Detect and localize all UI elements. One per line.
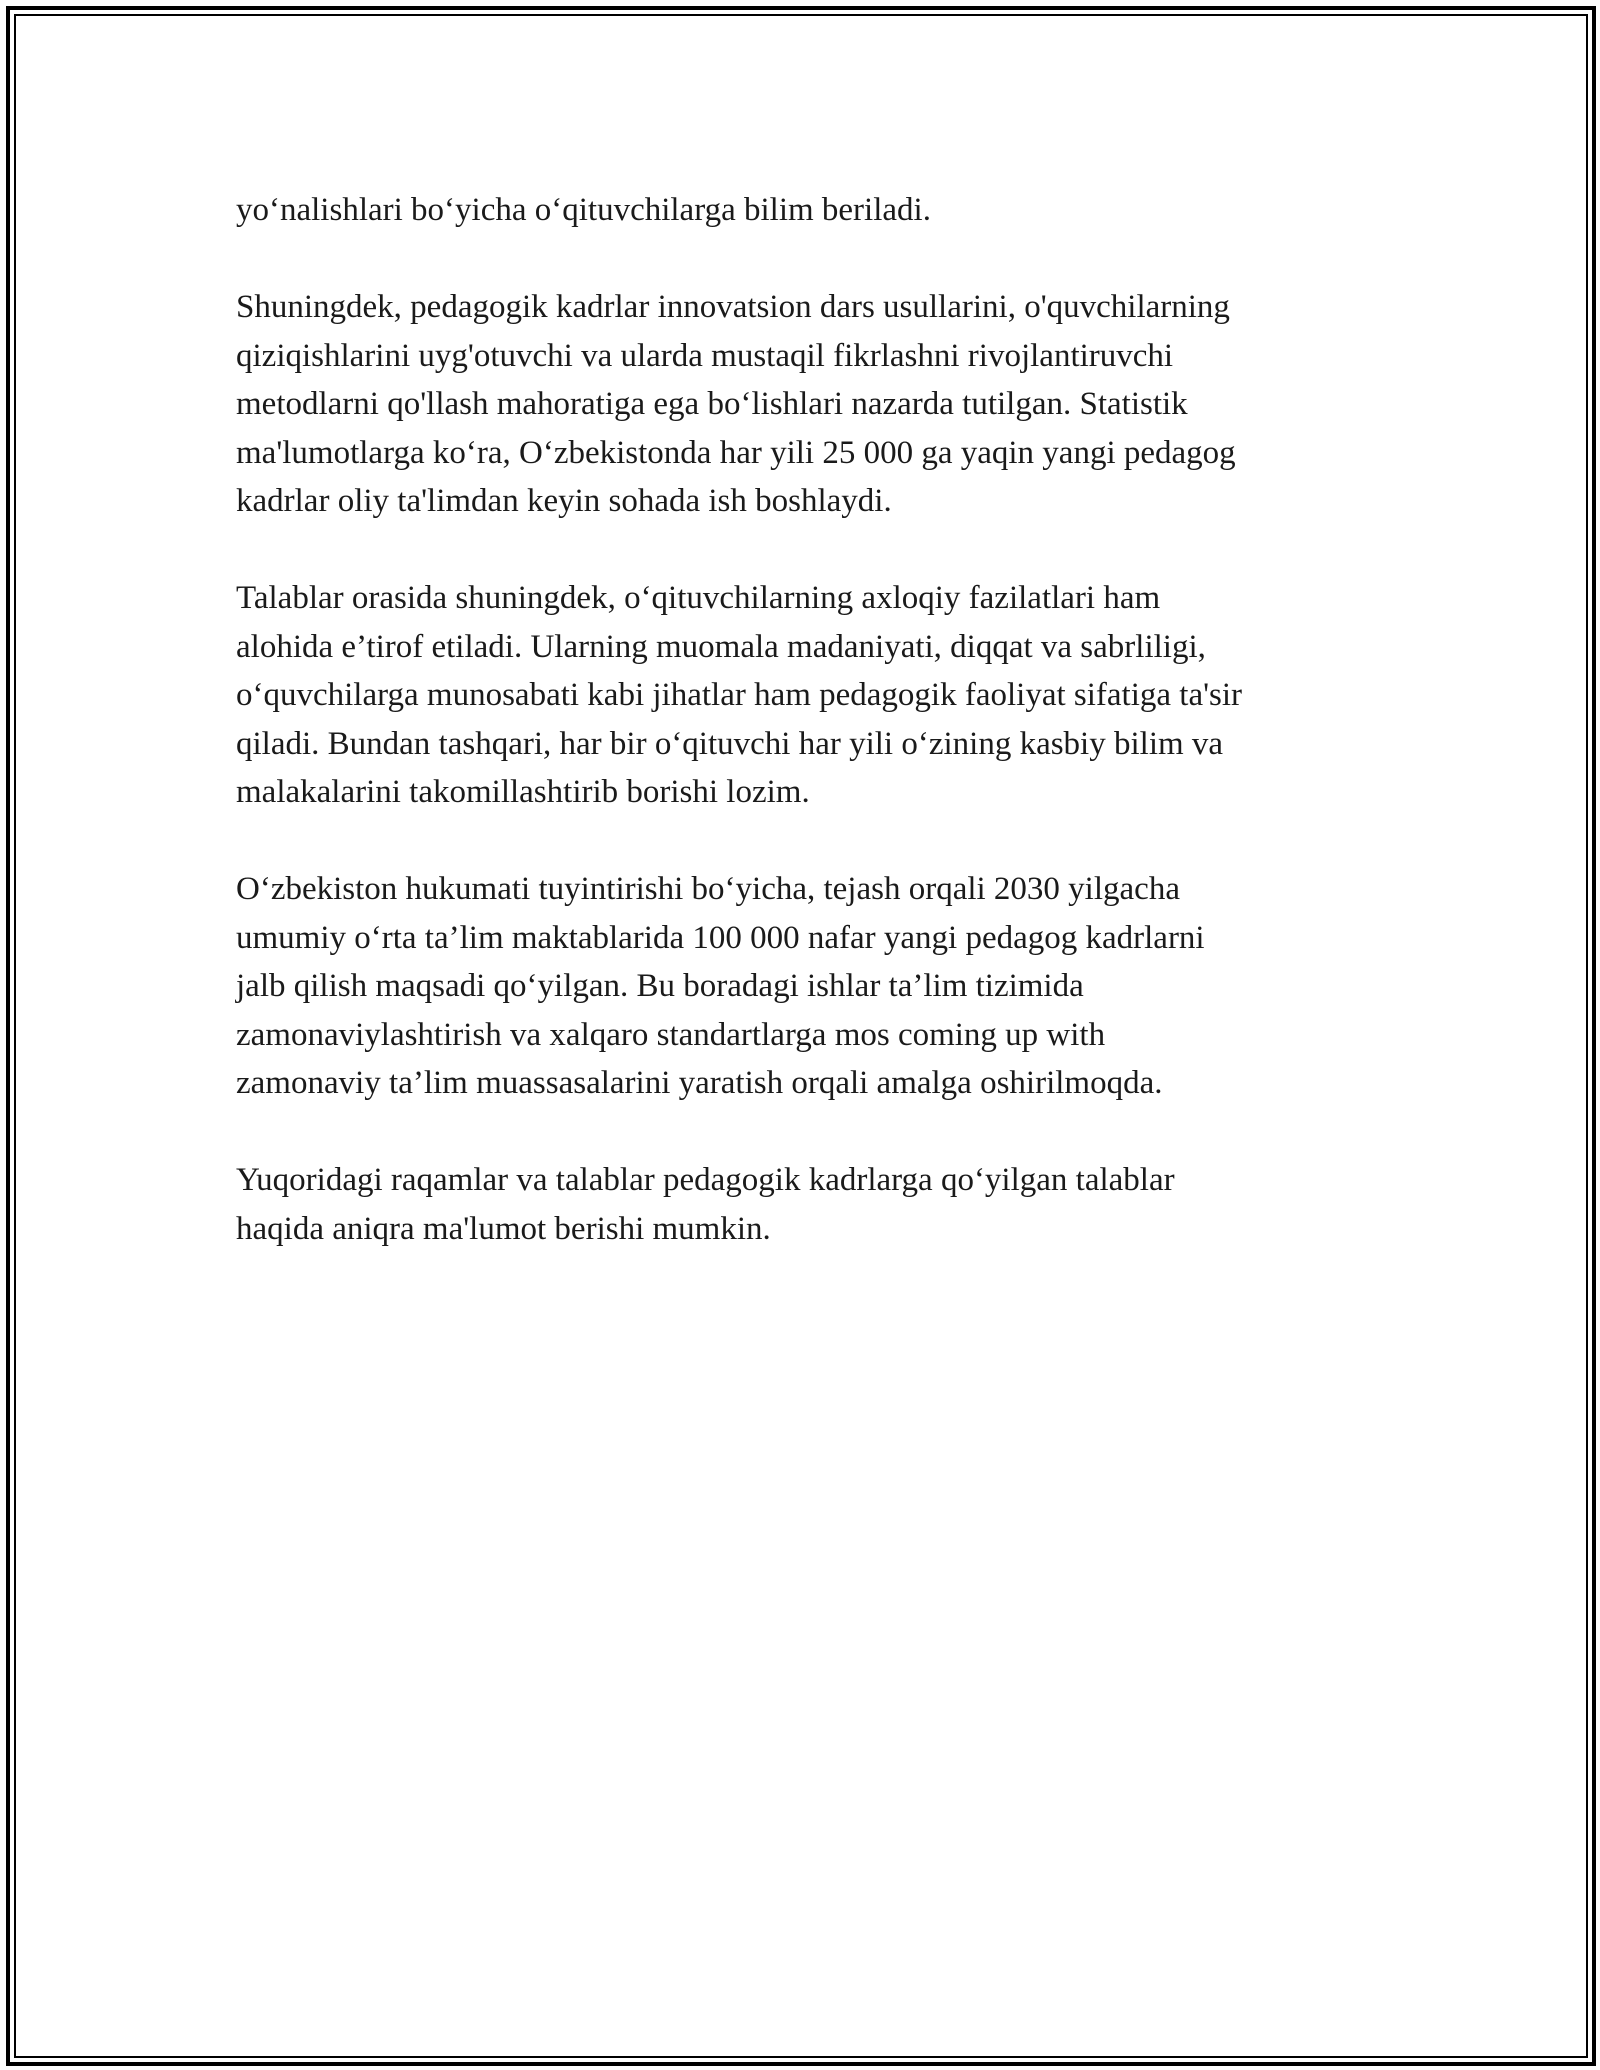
text-line: zamonaviylashtirish va xalqaro standartlarga mos coming up with xyxy=(236,1016,1106,1053)
text-line: Yuqoridagi raqamlar va talablar pedagogik kadrlarga qo‘yilgan talablar xyxy=(236,1162,1175,1198)
paragraph-3 xyxy=(236,574,1376,817)
text-line: O‘zbekiston hukumati tuyintirishi bo‘yicha, tejash orqali 2030 yilgacha xyxy=(236,871,1180,907)
text-line: Talablar orasida shuningdek, o‘qituvchilarning axloqiy fazilatlari ham xyxy=(236,580,1161,616)
text-line: yo‘nalishlari bo‘yicha o‘qituvchilarga bilim beriladi. xyxy=(236,192,931,228)
paragraph-4 xyxy=(236,865,1376,1108)
paragraph-5 xyxy=(236,1156,1376,1253)
text-line: ma'lumotlarga ko‘ra, O‘zbekistonda har yili 25 000 ga yaqin yangi pedagog xyxy=(236,434,1236,471)
text-line: umumiy o‘rta ta’lim maktablarida 100 000 nafar yangi pedagog kadrlarni xyxy=(236,919,1205,956)
paragraph-2 xyxy=(236,283,1376,526)
text-line: malakalarini takomillashtirib borishi lozim. xyxy=(236,774,810,810)
text-line: zamonaviy ta’lim muassasalarini yaratish orqali amalga oshirilmoqda. xyxy=(236,1065,1163,1101)
text-line: qiziqishlarini uyg'otuvchi va ularda mustaqil fikrlashni rivojlantiruvchi xyxy=(236,337,1174,374)
paragraph-1 xyxy=(236,186,1376,235)
text-line: kadrlar oliy ta'limdan keyin sohada ish boshlaydi. xyxy=(236,483,892,519)
text-line: o‘quvchilarga munosabati kabi jihatlar ham pedagogik faoliyat sifatiga ta'sir xyxy=(236,677,1243,713)
text-line: jalb qilish maqsadi qo‘yilgan. Bu boradagi ishlar ta’lim tizimida xyxy=(236,968,1084,1004)
text-line: alohida e’tirof etiladi. Ularning muomala madaniyati, diqqat va sabrliligi, xyxy=(236,628,1206,665)
text-line: haqida aniqra ma'lumot berishi mumkin. xyxy=(236,1210,771,1247)
text-line: Shuningdek, pedagogik kadrlar innovatsion dars usullarini, o'quvchilarning xyxy=(236,289,1230,325)
document-body xyxy=(236,186,1376,1302)
text-line: metodlarni qo'llash mahoratiga ega bo‘lishlari nazarda tutilgan. Statistik xyxy=(236,386,1188,422)
text-line: qiladi. Bundan tashqari, har bir o‘qituvchi har yili o‘zining kasbiy bilim va xyxy=(236,725,1224,762)
